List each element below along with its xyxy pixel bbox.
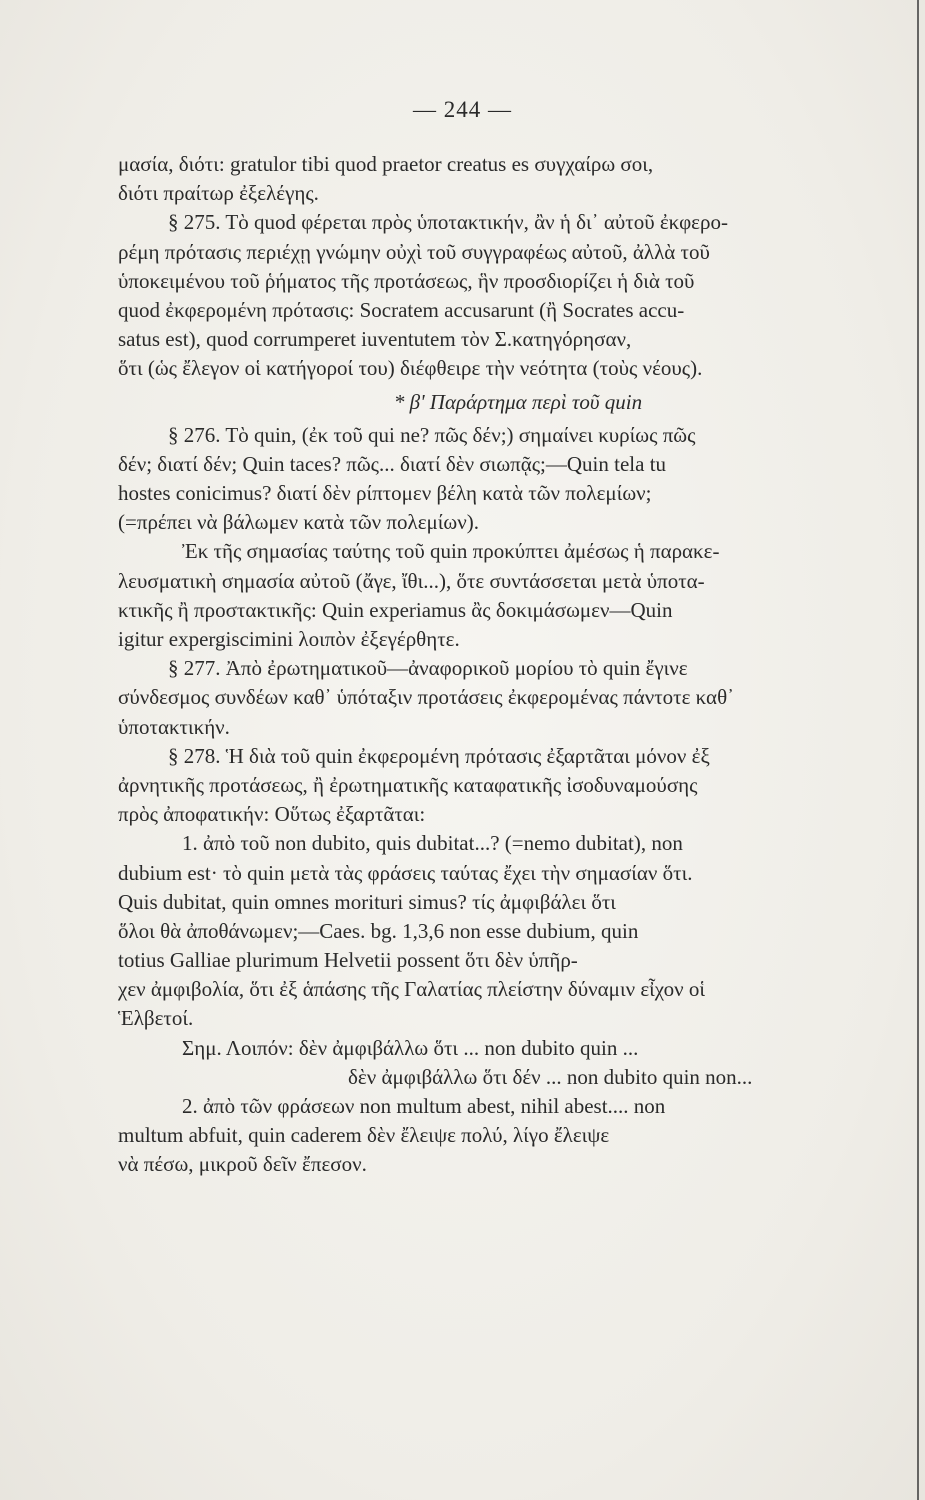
- section-278-line: § 278. Ἡ διὰ τοῦ quin ἐκφερομένη πρότασις ἐξαρτᾶται μόνον ἐξ: [168, 743, 710, 768]
- text-line: χεν ἀμφιβολία, ὅτι ἐξ ἁπάσης τῆς Γαλατίας πλείστην δύναμιν εἶχον οἱ: [118, 977, 706, 1002]
- text-line: satus est), quod corrumperet iuventutem τὸν Σ.κατηγόρησαν,: [118, 327, 632, 352]
- text-line: ὑποκειμένου τοῦ ῥήματος τῆς προτάσεως, ἣν προσδιορίζει ἡ διὰ τοῦ: [118, 268, 695, 293]
- text-line: διότι πραίτωρ ἐξελέγης.: [118, 181, 319, 206]
- text-line: totius Galliae plurimum Helvetii possent ὅτι δὲν ὑπῆρ-: [118, 948, 578, 973]
- text-line: δέν; διατί δέν; Quin taces? πῶς... διατί δὲν σιωπᾷς;—Quin tela tu: [118, 451, 667, 476]
- page-number: — 244 —: [413, 97, 512, 122]
- text-line: quod ἐκφερομένη πρότασις: Socratem accusarunt (ἢ Socrates accu-: [118, 297, 685, 322]
- note-line: Σημ. Λοιπόν: δὲν ἀμφιβάλλω ὅτι ... non dubito quin ...: [182, 1035, 639, 1060]
- list-item-1-line: 1. ἀπὸ τοῦ non dubito, quis dubitat...? (=nemo dubitat), non: [182, 831, 683, 856]
- text-line: σύνδεσμος συνδέων καθ᾽ ὑπόταξιν προτάσεις ἐκφερομένας πάντοτε καθ᾽: [118, 685, 735, 710]
- text-line: πρὸς ἀποφατικήν: Οὕτως ἐξαρτᾶται:: [118, 802, 426, 827]
- section-277-line: § 277. Ἀπὸ ἐρωτηματικοῦ—ἀναφορικοῦ μορίου τὸ quin ἔγινε: [168, 656, 688, 681]
- note-line: δὲν ἀμφιβάλλω ὅτι δέν ... non dubito quin non...: [348, 1064, 753, 1089]
- text-line: Quis dubitat, quin omnes morituri simus? τίς ἀμφιβάλει ὅτι: [118, 889, 616, 914]
- text-line: (=πρέπει νὰ βάλωμεν κατὰ τῶν πολεμίων).: [118, 510, 479, 535]
- text-line: hostes conicimus? διατί δὲν ρίπτομεν βέλη κατὰ τῶν πολεμίων;: [118, 481, 652, 506]
- text-line: νὰ πέσω, μικροῦ δεῖν ἔπεσον.: [118, 1152, 367, 1177]
- text-line: κτικῆς ἢ προστακτικῆς: Quin experiamus ἂς δοκιμάσωμεν—Quin: [118, 597, 673, 622]
- text-line: μασία, διότι: gratulor tibi quod praetor creatus es συγχαίρω σοι,: [118, 152, 654, 176]
- list-item-2-line: 2. ἀπὸ τῶν φράσεων non multum abest, nihil abest.... non: [182, 1094, 666, 1118]
- text-line: ὅτι (ὡς ἔλεγον οἱ κατήγοροί του) διέφθειρε τὴν νεότητα (τοὺς νέους).: [118, 356, 703, 381]
- text-line: ὅλοι θὰ ἀποθάνωμεν;—Caes. bg. 1,3,6 non esse dubium, quin: [118, 918, 639, 943]
- body-text: [118, 150, 918, 1180]
- text-line: ὑποτακτικήν.: [118, 714, 230, 739]
- section-276-line: § 276. Τὸ quin, (ἐκ τοῦ qui ne? πῶς δέν;) σημαίνει κυρίως πῶς: [168, 422, 696, 447]
- text-line: ἀρνητικῆς προτάσεως, ἢ ἐρωτηματικῆς καταφατικῆς ἰσοδυναμούσης: [118, 772, 698, 797]
- text-line: Ἑλβετοί.: [118, 1006, 194, 1031]
- section-275-line: § 275. Τὸ quod φέρεται πρὸς ὑποτακτικήν, ἂν ἡ δι᾽ αὐτοῦ ἐκφερο-: [168, 210, 728, 235]
- text-line: multum abfuit, quin caderem δὲν ἔλειψε πολύ, λίγο ἔλειψε: [118, 1123, 610, 1148]
- text-line: dubium est· τὸ quin μετὰ τὰς φράσεις ταύτας ἔχει τὴν σημασίαν ὅτι.: [118, 860, 693, 885]
- text-line: λευσματικὴ σημασία αὐτοῦ (ἄγε, ἴθι...), ὅτε συντάσσεται μετὰ ὑποτα-: [118, 568, 705, 593]
- appendix-heading: * β' Παράρτημα περὶ τοῦ quin: [393, 389, 643, 414]
- text-line: ρέμη πρότασις περιέχῃ γνώμην οὐχὶ τοῦ συγγραφέως αὐτοῦ, ἀλλὰ τοῦ: [118, 239, 710, 264]
- text-line: igitur expergiscimini λοιπὸν ἐξεγέρθητε.: [118, 627, 460, 651]
- paragraph-start-line: Ἐκ τῆς σημασίας ταύτης τοῦ quin προκύπτει ἀμέσως ἡ παρακε-: [182, 539, 720, 564]
